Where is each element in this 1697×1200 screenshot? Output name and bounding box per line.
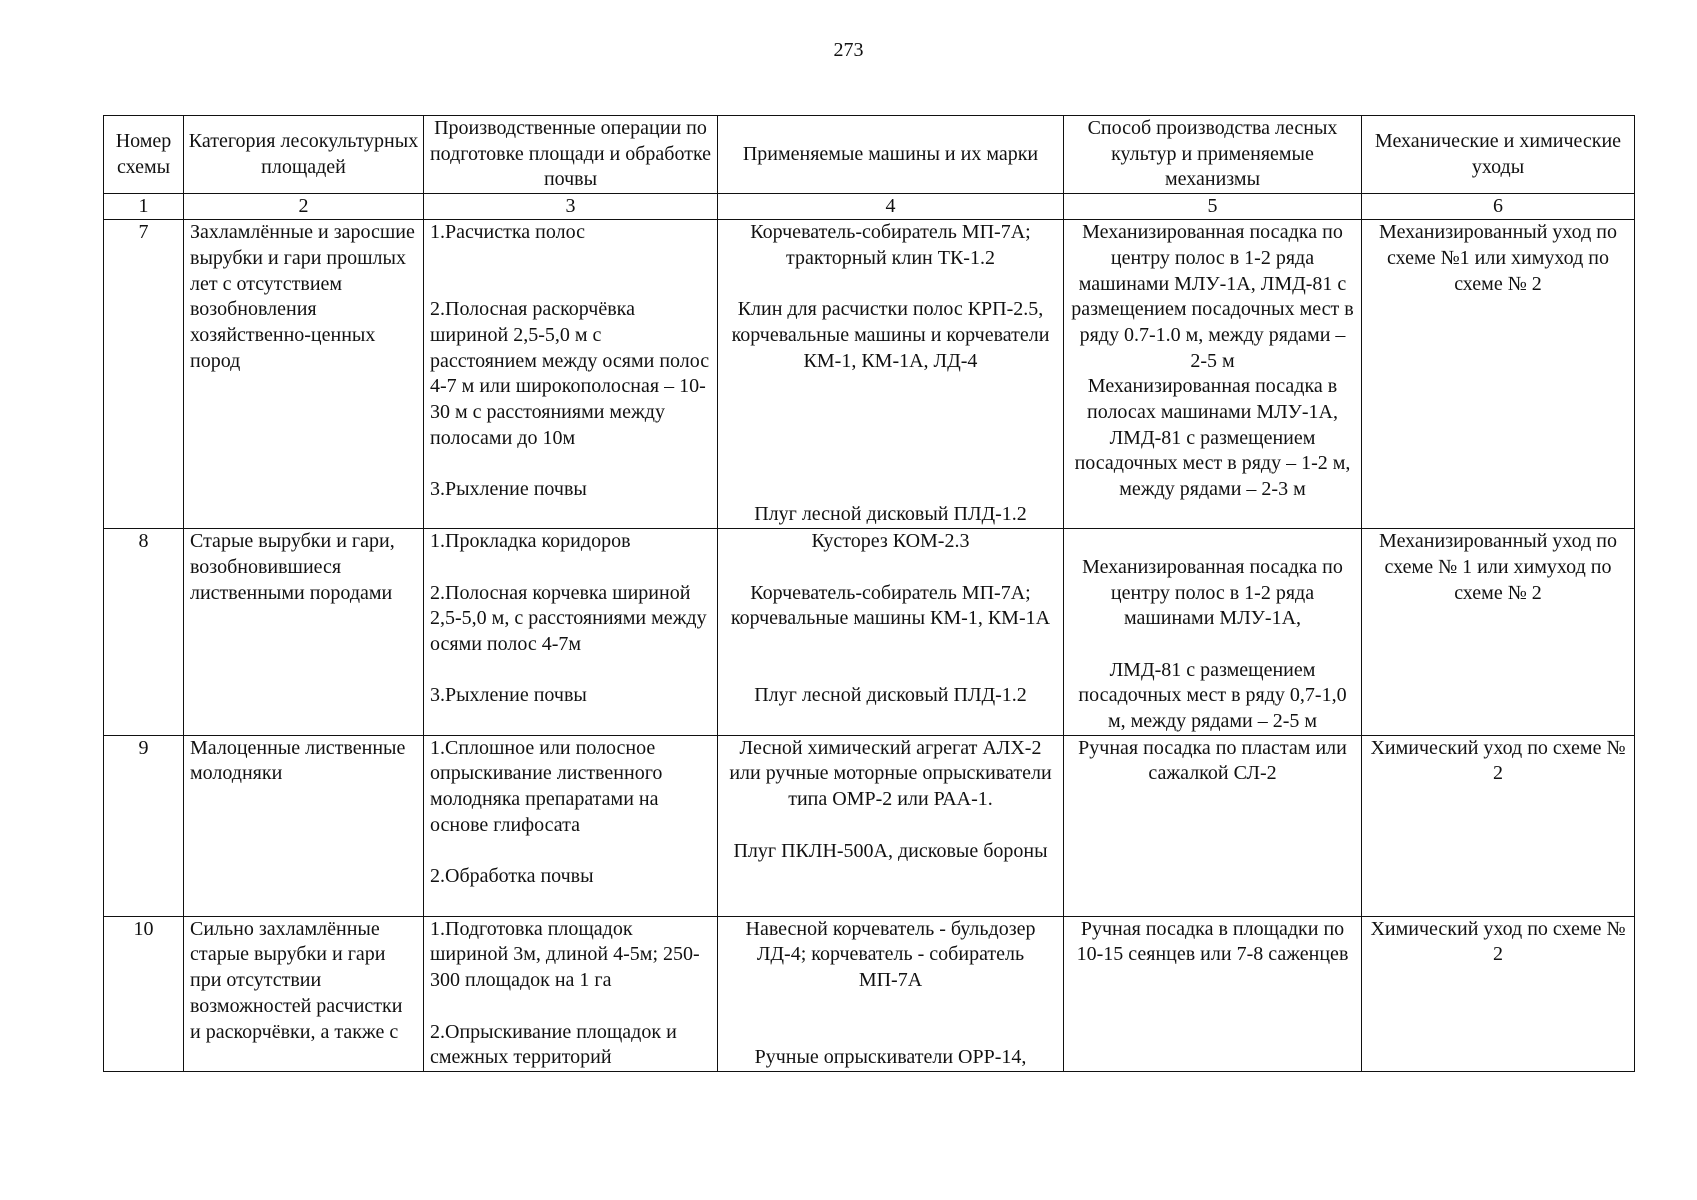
operation-item: 1.Сплошное или полосное опрыскивание лиственного молодняка препаратами на основе глифосата xyxy=(430,736,663,836)
table-row xyxy=(104,916,1635,1071)
machines-cell xyxy=(718,735,1064,916)
planting-cell xyxy=(1064,220,1362,529)
care-cell: Механизированный уход по схеме №1 или химуход по схеме № 2 xyxy=(1362,220,1635,529)
header-planting-method: Способ производства лесных культур и применяемые механизмы xyxy=(1064,116,1362,194)
table-row xyxy=(104,529,1635,736)
category-cell: Старые вырубки и гари, возобновившиеся лиственными породами xyxy=(184,529,424,736)
operation-item: 1.Подготовка площадок шириной 3м, длиной 4-5м; 250-300 площадок на 1 га xyxy=(430,917,700,992)
planting-item: Механизированная посадка в полосах машинами МЛУ-1А, ЛМД-81 с размещением посадочных мест в ряду – 1-2 м, между рядами – 2-3 м xyxy=(1074,375,1351,501)
planting-cell xyxy=(1064,916,1362,1071)
category-cell: Захламлённые и заросшие вырубки и гари прошлых лет с отсутствием возобновления хозяйственно-ценных пород xyxy=(184,220,424,529)
forest-culture-table xyxy=(103,115,1635,1072)
column-number: 2 xyxy=(184,194,424,220)
machine-item: Лесной химический агрегат АЛХ-2 или ручные моторные опрыскиватели типа ОМР-2 или РАА-1. xyxy=(729,736,1052,811)
table-row xyxy=(104,735,1635,916)
header-operations: Производственные операции по подготовке площади и обработке почвы xyxy=(424,116,718,194)
scheme-number: 9 xyxy=(104,735,184,916)
category-cell: Малоценные лиственные молодняки xyxy=(184,735,424,916)
planting-cell xyxy=(1064,529,1362,736)
header-machines: Применяемые машины и их марки xyxy=(718,116,1064,194)
machine-item: Плуг ПКЛН-500А, дисковые бороны xyxy=(733,839,1048,862)
operation-item: 1.Расчистка полос xyxy=(430,221,585,244)
column-number: 3 xyxy=(424,194,718,220)
planting-item: Ручная посадка по пластам или сажалкой СЛ-2 xyxy=(1078,736,1347,785)
operations-cell xyxy=(424,220,718,529)
operation-item: 3.Рыхление почвы xyxy=(430,684,587,707)
scheme-number: 7 xyxy=(104,220,184,529)
machines-cell xyxy=(718,529,1064,736)
machine-item: Корчеватель-собиратель МП-7А; корчевальные машины КМ-1, КМ-1А xyxy=(730,581,1051,630)
column-number: 4 xyxy=(718,194,1064,220)
planting-item: Механизированная посадка по центру полос в 1-2 ряда машинами МЛУ-1А, xyxy=(1082,555,1343,630)
page-number: 273 xyxy=(833,39,864,61)
planting-item: ЛМД-81 с размещением посадочных мест в ряду 0,7-1,0 м, между рядами – 2-5 м xyxy=(1078,658,1347,732)
header-care: Механические и химические уходы xyxy=(1362,116,1635,194)
header-category: Категория лесокультурных площадей xyxy=(184,116,424,194)
operation-item: 2.Полосная раскорчёвка шириной 2,5-5,0 м с расстоянием между осями полос 4-7 м или широкополосная – 10-30 м с расстояниями между полосами до 10м xyxy=(430,298,710,449)
care-cell: Химический уход по схеме № 2 xyxy=(1362,735,1635,916)
table-row xyxy=(104,220,1635,529)
machine-item: Кусторез КОМ-2.3 xyxy=(811,530,970,553)
machine-item: Клин для расчистки полос КРП-2.5, корчевальные машины и корчеватели КМ-1, КМ-1А, ЛД-4 xyxy=(731,298,1050,372)
operation-item: 1.Прокладка коридоров xyxy=(430,530,631,553)
planting-item: Механизированная посадка по центру полос в 1-2 ряда машинами МЛУ-1А, ЛМД-81 с размещением посадочных мест в ряду 0.7-1.0 м, между рядами – 2-5 м xyxy=(1071,221,1354,372)
machine-item: Плуг лесной дисковый ПЛД-1.2 xyxy=(754,684,1027,707)
column-number: 1 xyxy=(104,194,184,220)
operation-item: 3.Рыхление почвы xyxy=(430,478,587,501)
planting-cell xyxy=(1064,735,1362,916)
machine-item: Плуг лесной дисковый ПЛД-1.2 xyxy=(754,503,1027,526)
machine-item: Ручные опрыскиватели ОРР-14, xyxy=(754,1046,1027,1068)
column-number: 5 xyxy=(1064,194,1362,220)
operation-item: 2.Полосная корчевка шириной 2,5-5,0 м, с расстояниями между осями полос 4-7м xyxy=(430,581,707,655)
scheme-number: 10 xyxy=(104,916,184,1071)
category-cell: Сильно захламлённые старые вырубки и гари при отсутствии возможностей расчистки и раскорчёвки, а также с xyxy=(184,916,424,1071)
scheme-number: 8 xyxy=(104,529,184,736)
table-header-row xyxy=(104,116,1635,194)
header-scheme-number: Номер схемы xyxy=(104,116,184,194)
machines-cell xyxy=(718,220,1064,529)
planting-item: Ручная посадка в площадки по 10-15 сеянцев или 7-8 саженцев xyxy=(1076,917,1349,966)
operations-cell xyxy=(424,529,718,736)
operation-item: 2.Обработка почвы xyxy=(430,865,594,888)
column-number-row xyxy=(104,194,1635,220)
column-number: 6 xyxy=(1362,194,1635,220)
operations-cell xyxy=(424,735,718,916)
machines-cell xyxy=(718,916,1064,1071)
care-cell: Химический уход по схеме № 2 xyxy=(1362,916,1635,1071)
machine-item: Навесной корчеватель - бульдозер ЛД-4; корчеватель - собиратель МП-7А xyxy=(745,917,1036,992)
machine-item: Корчеватель-собиратель МП-7А; тракторный клин ТК-1.2 xyxy=(750,221,1031,269)
operation-item: 2.Опрыскивание площадок и смежных территорий xyxy=(430,1020,677,1069)
operations-cell xyxy=(424,916,718,1071)
care-cell: Механизированный уход по схеме № 1 или химуход по схеме № 2 xyxy=(1362,529,1635,736)
